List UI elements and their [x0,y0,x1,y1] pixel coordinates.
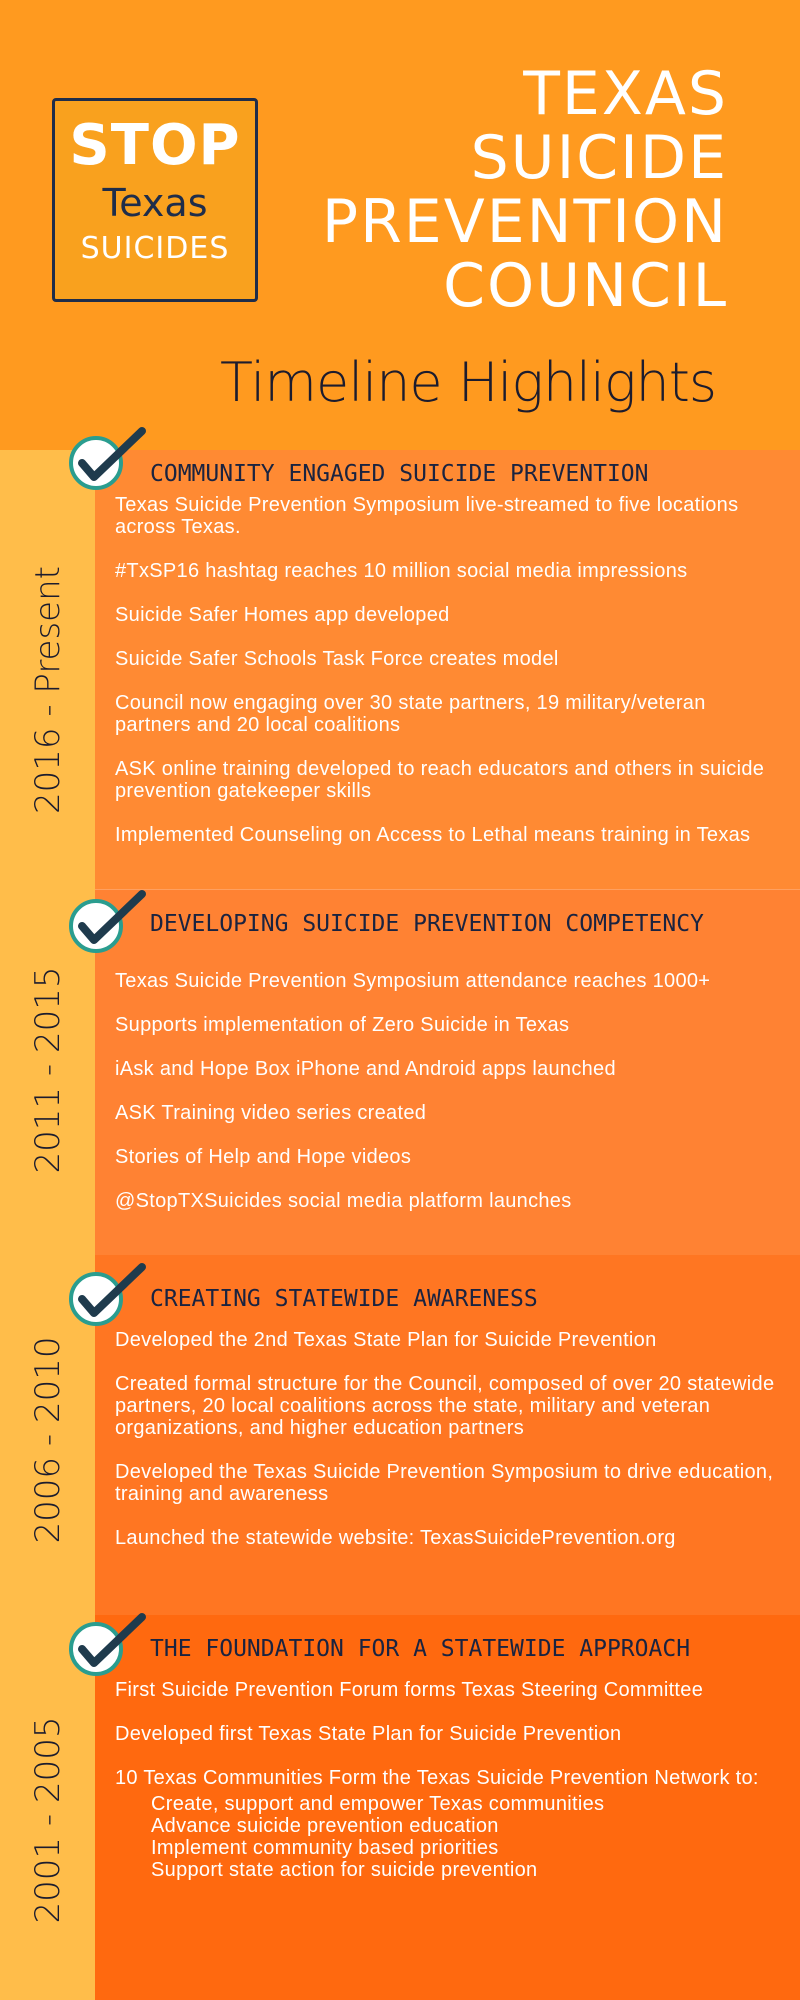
year-label [0,1290,95,1590]
list-item: #TxSP16 hashtag reaches 10 million social media impressions [115,560,688,582]
year-label [0,540,95,840]
list-item: ASK Training video series created [115,1102,427,1124]
section-2011-2015 [95,890,800,1255]
sub-list-item: Support state action for suicide prevention [151,1859,538,1881]
check-icon [68,1263,152,1327]
section-items [115,1679,785,1881]
year-label-text: 2006 - 2010 [27,1336,68,1544]
year-label-text: 2001 - 2005 [27,1716,68,1924]
section-2006-2010 [95,1255,800,1615]
list-item: iAsk and Hope Box iPhone and Android apps launched [115,1058,616,1080]
section-title: COMMUNITY ENGAGED SUICIDE PREVENTION [150,461,649,487]
list-item: Texas Suicide Prevention Symposium attendance reaches 1000+ [115,970,711,992]
check-icon [68,427,152,491]
section-title: DEVELOPING SUICIDE PREVENTION COMPETENCY [150,911,704,937]
list-item: Created formal structure for the Council, composed of over 20 statewide partners, 20 local coalitions across the state, military and veteran organizations, and higher education partners [115,1373,775,1439]
list-item: Suicide Safer Homes app developed [115,604,450,626]
check-icon [68,890,152,954]
list-item: Developed first Texas State Plan for Suicide Prevention [115,1723,622,1745]
page-subtitle: Timeline Highlights [220,351,716,414]
page-title [208,59,728,321]
sub-list-item: Implement community based priorities [151,1837,499,1859]
check-icon [68,1613,152,1677]
list-item: Texas Suicide Prevention Symposium live-streamed to five locations across Texas. [115,494,739,538]
section-title: THE FOUNDATION FOR A STATEWIDE APPROACH [150,1636,691,1662]
year-label [0,1670,95,1970]
list-item: ASK online training developed to reach educators and others in suicide prevention gatekeeper skills [115,758,765,802]
title-line: SUICIDE [470,123,728,193]
list-item: Stories of Help and Hope videos [115,1146,412,1168]
header [0,0,800,450]
list-item: Suicide Safer Schools Task Force creates model [115,648,559,670]
sub-list-item: Create, support and empower Texas communities [151,1793,605,1815]
list-item: Developed the 2nd Texas State Plan for Suicide Prevention [115,1329,657,1351]
logo-line-texas: Texas [102,181,208,225]
logo-line-suicides: SUICIDES [80,231,230,266]
list-item: Launched the statewide website: TexasSuicidePrevention.org [115,1527,676,1549]
list-item: Developed the Texas Suicide Prevention Symposium to drive education, training and awareness [115,1461,774,1505]
title-line: TEXAS [523,59,728,129]
year-label [0,920,95,1220]
list-item: Implemented Counseling on Access to Lethal means training in Texas [115,824,751,846]
year-label-text: 2011 - 2015 [27,966,68,1174]
list-item: @StopTXSuicides social media platform launches [115,1190,572,1212]
logo-line-stop: STOP [69,113,241,178]
sub-list-item: Advance suicide prevention education [151,1815,499,1837]
list-item: First Suicide Prevention Forum forms Texas Steering Committee [115,1679,704,1701]
year-label-text: 2016 - Present [27,566,68,814]
section-2016-present [95,450,800,890]
title-line: COUNCIL [443,251,728,321]
title-line: PREVENTION [321,187,728,257]
timeline [0,450,800,2000]
section-2001-2005 [95,1615,800,2000]
section-items [115,494,785,868]
section-items [115,1329,785,1571]
section-title: CREATING STATEWIDE AWARENESS [150,1286,538,1312]
list-item: Council now engaging over 30 state partners, 19 military/veteran partners and 20 local coalitions [115,692,706,736]
list-item: Supports implementation of Zero Suicide in Texas [115,1014,570,1036]
list-item: 10 Texas Communities Form the Texas Suicide Prevention Network to: [115,1767,759,1789]
section-items [115,970,785,1234]
